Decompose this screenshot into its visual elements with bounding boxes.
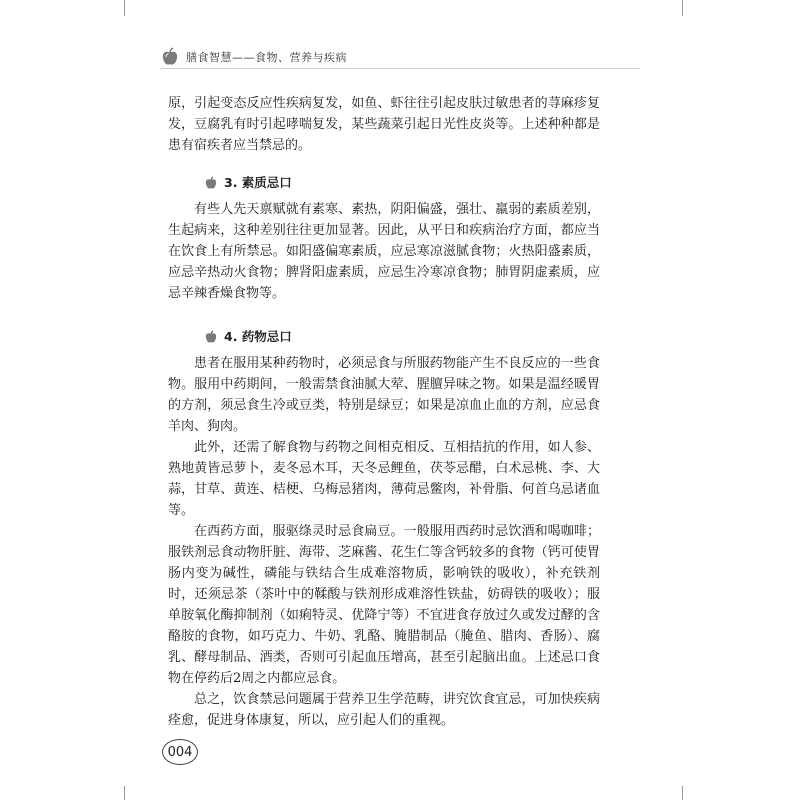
paragraph: 总之，饮食禁忌问题属于营养卫生学范畴，讲究饮食宜忌，可加快疾病痊愈，促进身体康复，所以，应引起人们的重视。: [168, 692, 600, 728]
running-header: [160, 47, 347, 67]
apple-logo-icon: [160, 47, 180, 67]
section-heading-3: [204, 172, 600, 193]
paragraph: 有些人先天禀赋就有素寒、素热，阴阳偏盛，强壮、羸弱的素质差别，生起病来，这种差别往往更加显著。因此，从平日和疾病治疗方面，都应当在饮食上有所禁忌。如阳盛偏寒素质，应忌寒凉滋腻食物；火热阳盛素质，应忌辛热动火食物；脾肾阳虚素质，应忌生冷寒凉食物；肺胃阴虚素质，应忌辛辣香燥食物等。: [168, 202, 600, 301]
page-number: 004: [162, 739, 198, 765]
paragraph: 在西药方面，服驱绦灵时忌食扁豆。一般服用西药时忌饮酒和喝咖啡；服铁剂忌食动物肝脏、海带、芝麻酱、花生仁等含钙较多的食物（钙可使胃肠内变为碱性，磷能与铁结合生成难溶物质，影响铁的吸收），补充铁剂时，还须忌茶（茶叶中的鞣酸与铁剂形成难溶性铁盐，妨碍铁的吸收）；服单胺氧化酶抑制剂（如痢特灵、优降宁等）不宜进食存放过久或发过酵的含酪胺的食物，如巧克力、牛奶、乳酪、腌腊制品（腌鱼、腊肉、香肠）、腐乳、酵母制品、酒类，否则可引起血压增高，甚至引起脑出血。上述忌口食物在停药后2周之内都应忌食。: [168, 524, 600, 686]
page-body: [168, 93, 600, 731]
section-heading-text: 3. 素质忌口: [224, 175, 292, 190]
header-rule: [160, 68, 640, 69]
crop-mark-bottom-left: [124, 786, 125, 800]
apple-bullet-icon: [204, 330, 218, 344]
crop-mark-top-left: [124, 0, 125, 16]
section-heading-text: 4. 药物忌口: [224, 329, 292, 344]
header-title: 膳食智慧——食物、营养与疾病: [186, 51, 347, 64]
crop-mark-top-right: [682, 0, 683, 16]
paragraph: 此外，还需了解食物与药物之间相克相反、互相拮抗的作用，如人参、熟地黄皆忌萝卜，麦冬忌木耳，天冬忌鲤鱼，茯苓忌醋，白术忌桃、李、大蒜，甘草、黄连、桔梗、乌梅忌猪肉，薄荷忌鳖肉，补骨脂、何首乌忌诸血等。: [168, 440, 600, 518]
apple-bullet-icon: [204, 176, 218, 190]
paragraph: 患者在服用某种药物时，必须忌食与所服药物能产生不良反应的一些食物。服用中药期间，一般需禁食油腻大荤、腥膻异味之物。如果是温经暖胃的方剂，须忌食生冷或豆类，特别是绿豆；如果是凉血止血的方剂，应忌食羊肉、狗肉。: [168, 356, 600, 434]
intro-paragraph: 原，引起变态反应性疾病复发，如鱼、虾往往引起皮肤过敏患者的荨麻疹复发，豆腐乳有时引起哮喘复发，某些蔬菜引起日光性皮炎等。上述种种都是患有宿疾者应当禁忌的。: [168, 96, 600, 153]
crop-mark-bottom-right: [682, 786, 683, 800]
section-heading-4: [204, 326, 600, 347]
